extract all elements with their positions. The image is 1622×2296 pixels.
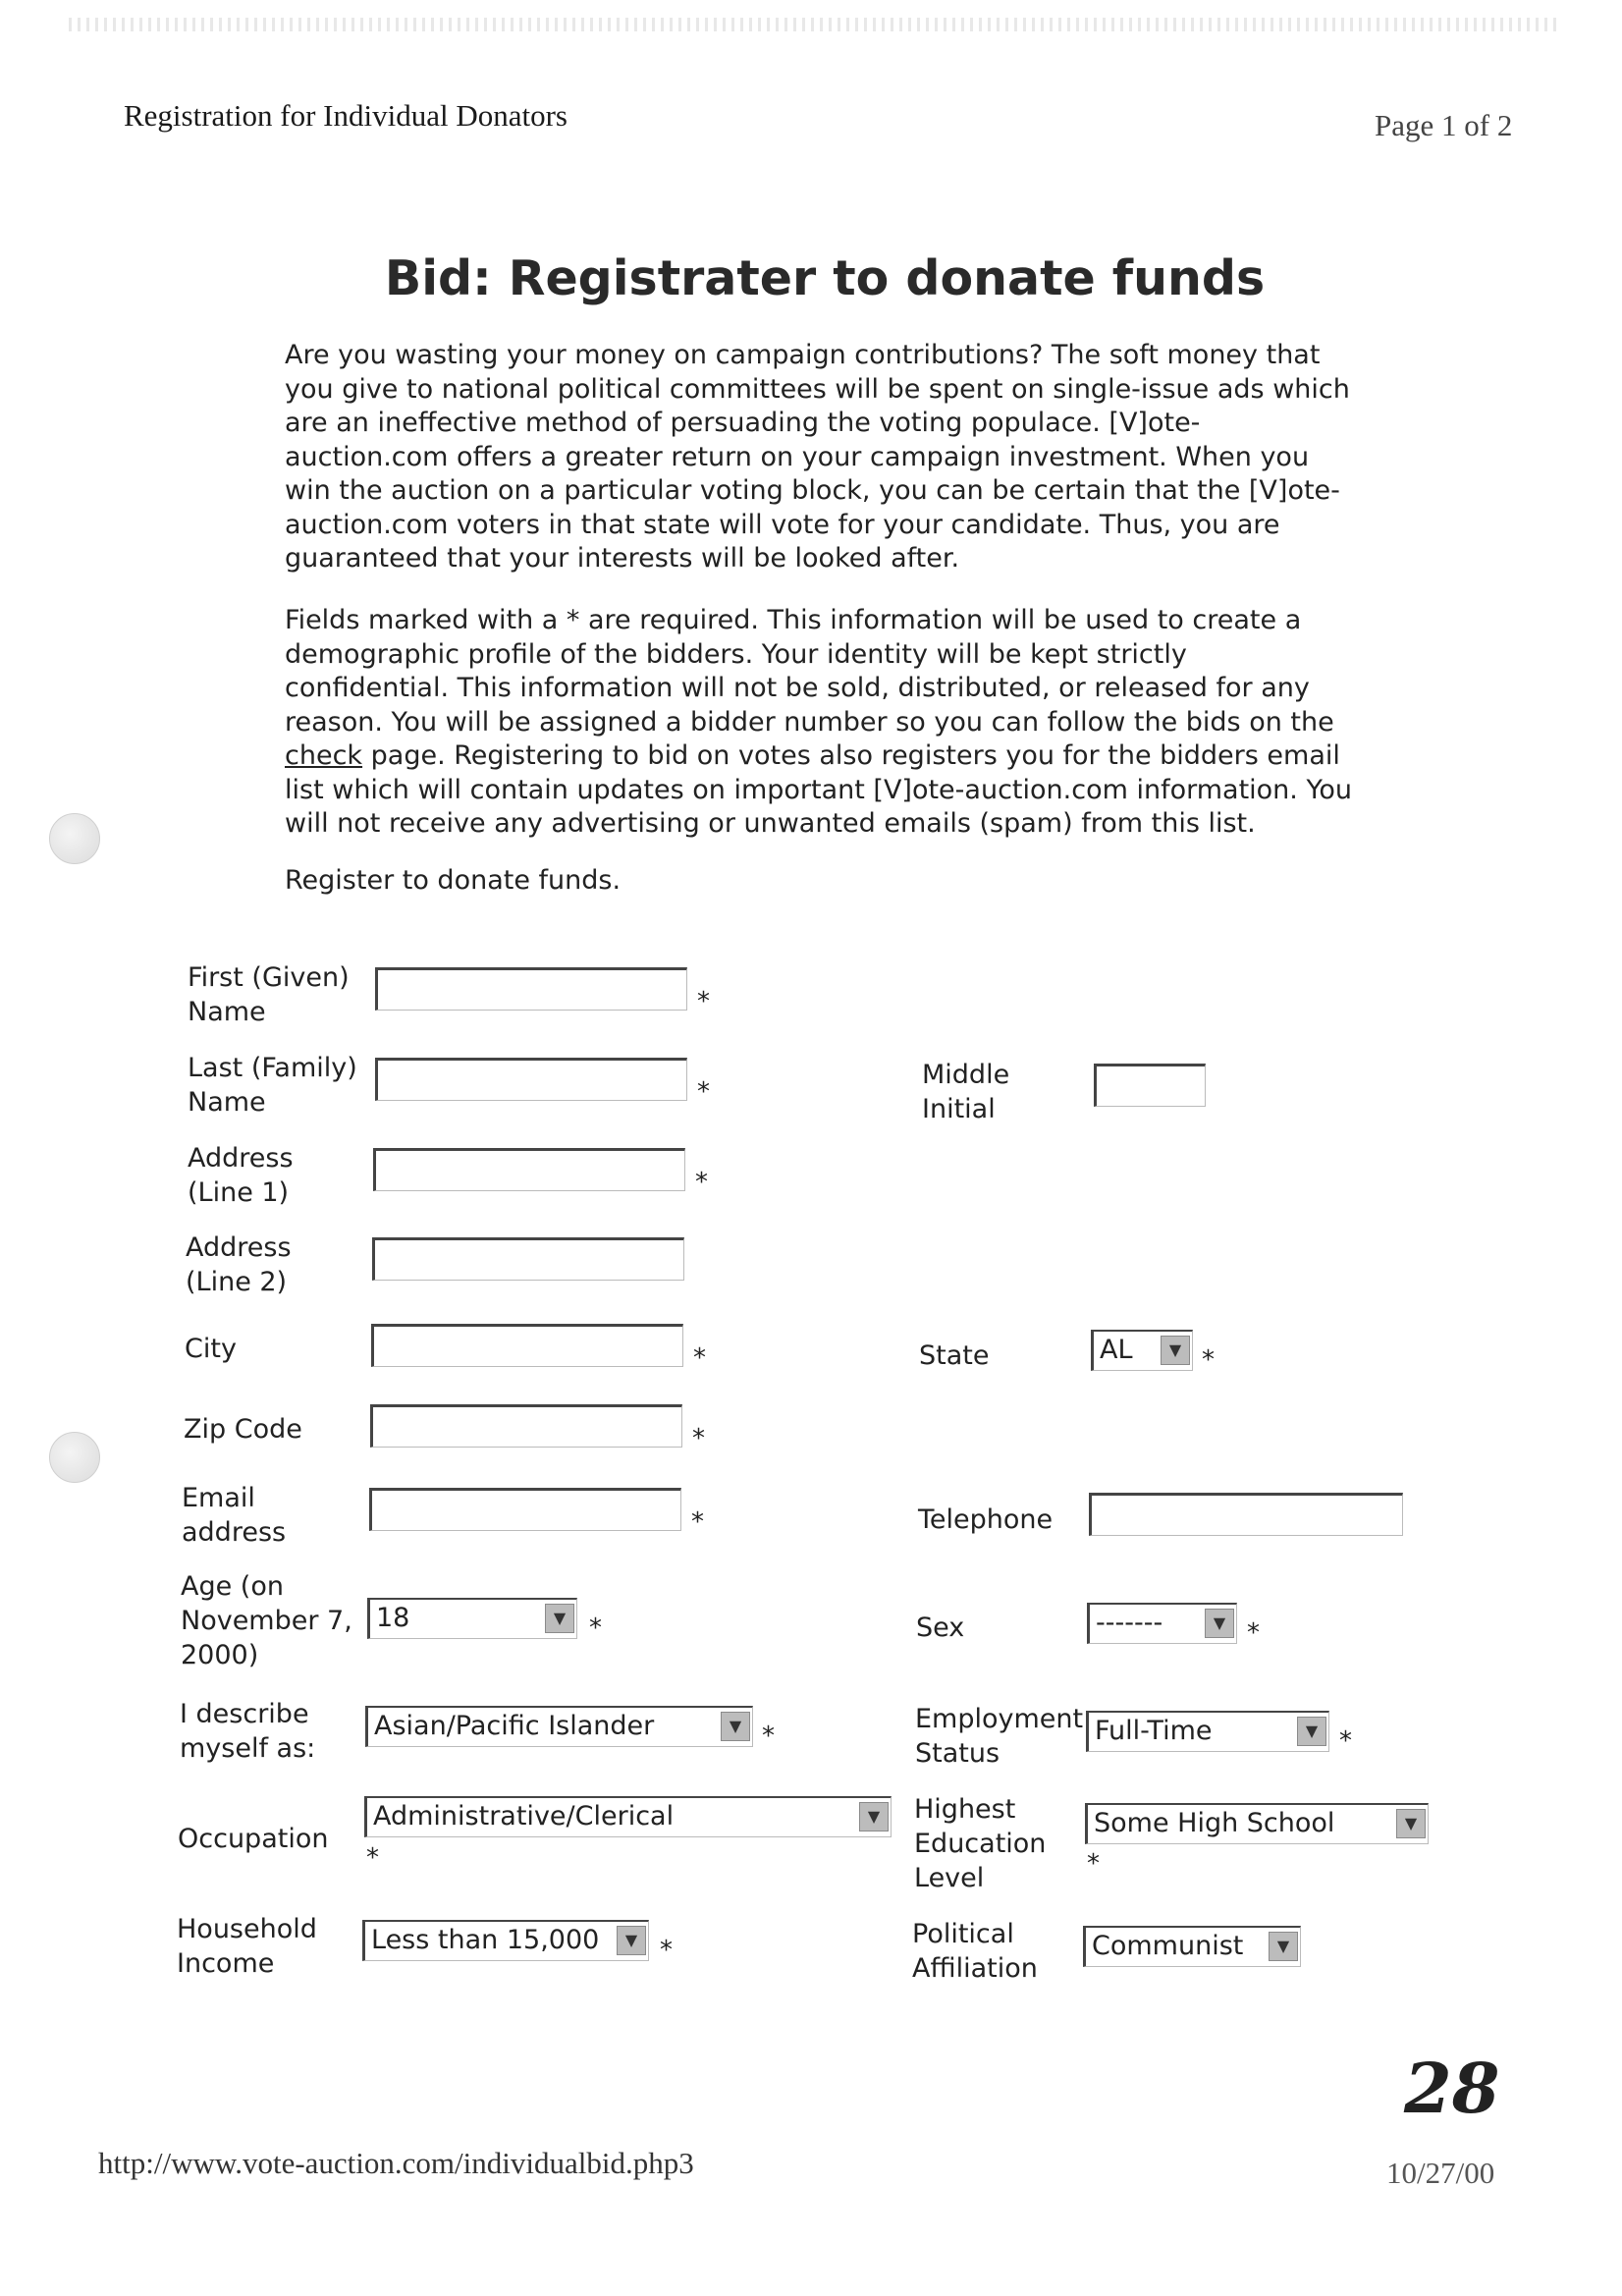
required-marker: * (697, 1077, 710, 1107)
zip-code-input[interactable] (370, 1404, 682, 1448)
political-select[interactable]: Communist ▼ (1083, 1926, 1301, 1967)
sex-label: Sex (916, 1613, 965, 1643)
last-name-label: Last (Family) Name (188, 1053, 357, 1118)
print-footer-url: http://www.vote-auction.com/individualbid.php3 (98, 2146, 694, 2180)
register-prompt: Register to donate funds. (285, 865, 622, 896)
employment-label: Employment Status (915, 1704, 1084, 1769)
punch-hole (49, 813, 100, 864)
required-marker: * (691, 1507, 704, 1537)
address1-input[interactable] (373, 1148, 685, 1191)
page-number: Page 1 of 2 (1375, 108, 1513, 142)
telephone-label: Telephone (918, 1504, 1054, 1535)
employment-select[interactable]: Full-Time ▼ (1086, 1711, 1329, 1752)
chevron-down-icon[interactable]: ▼ (1396, 1809, 1426, 1838)
chevron-down-icon[interactable]: ▼ (617, 1926, 646, 1955)
zip-code-label: Zip Code (184, 1414, 302, 1445)
email-label: Email address (182, 1483, 287, 1548)
print-date: 10/27/00 (1386, 2156, 1495, 2190)
punch-hole (49, 1432, 100, 1483)
sex-select[interactable]: ------- ▼ (1087, 1603, 1237, 1644)
state-select[interactable]: AL ▼ (1091, 1330, 1193, 1371)
chevron-down-icon[interactable]: ▼ (721, 1712, 750, 1741)
first-name-label: First (Given) Name (188, 962, 350, 1027)
describe-select[interactable]: Asian/Pacific Islander ▼ (365, 1706, 753, 1747)
telephone-input[interactable] (1089, 1493, 1403, 1536)
check-page-link[interactable]: check (285, 740, 363, 771)
income-label: Household Income (177, 1914, 317, 1979)
required-marker: * (1247, 1618, 1260, 1648)
education-label: Highest Education Level (914, 1794, 1047, 1893)
middle-initial-input[interactable] (1094, 1064, 1206, 1107)
political-label: Political Affiliation (912, 1919, 1038, 1984)
income-select[interactable]: Less than 15,000 ▼ (362, 1920, 649, 1961)
handwritten-page-number: 28 (1404, 2048, 1500, 2129)
occupation-select[interactable]: Administrative/Clerical ▼ (364, 1796, 892, 1837)
chevron-down-icon[interactable]: ▼ (1269, 1932, 1298, 1961)
required-marker: * (762, 1722, 775, 1751)
scan-artifact (69, 18, 1561, 31)
chevron-down-icon[interactable]: ▼ (1161, 1336, 1190, 1365)
required-marker: * (1087, 1849, 1100, 1879)
required-marker: * (697, 987, 710, 1016)
age-select[interactable]: 18 ▼ (367, 1598, 577, 1639)
required-marker: * (693, 1343, 706, 1373)
city-input[interactable] (371, 1324, 683, 1367)
chevron-down-icon[interactable]: ▼ (859, 1802, 889, 1831)
education-select[interactable]: Some High School ▼ (1085, 1803, 1429, 1844)
occupation-label: Occupation (178, 1824, 329, 1854)
required-marker: * (589, 1613, 602, 1643)
address1-label: Address (Line 1) (188, 1143, 294, 1208)
required-marker: * (1202, 1345, 1215, 1375)
state-label: State (919, 1340, 990, 1371)
requirements-paragraph: Fields marked with a * are required. This information will be used to create a demographic profile of the bidders. Your identity will be kept strictly confidential. This information will not be sold, distributed, or released for any reason. You will be assigned a bidder number so you can follow the bids on the check page. Registering to bid on votes also registers you for the bidders email list which will contain updates on important [V]ote-auction.com information. You will not receive any advertising or unwanted emails (spam) from this list. (285, 605, 1353, 839)
chevron-down-icon[interactable]: ▼ (1205, 1609, 1234, 1638)
required-marker: * (1339, 1726, 1352, 1756)
chevron-down-icon[interactable]: ▼ (545, 1604, 574, 1633)
first-name-input[interactable] (375, 967, 687, 1011)
middle-initial-label: Middle Initial (922, 1060, 1010, 1124)
chevron-down-icon[interactable]: ▼ (1297, 1717, 1326, 1746)
page-title: Bid: Registrater to donate funds (384, 250, 1266, 306)
required-marker: * (660, 1936, 673, 1965)
address2-input[interactable] (372, 1237, 684, 1281)
email-input[interactable] (369, 1488, 681, 1531)
required-marker: * (695, 1168, 708, 1197)
city-label: City (185, 1334, 237, 1364)
required-marker: * (692, 1424, 705, 1453)
age-label: Age (on November 7, 2000) (181, 1571, 352, 1670)
address2-label: Address (Line 2) (186, 1232, 292, 1297)
intro-paragraph: Are you wasting your money on campaign contributions? The soft money that you give to national political committees will be spent on single-issue ads which are an ineffective method of persuading the voting populace. [V]ote-auction.com offers a greater return on your campaign investment. When you win the auction on a particular voting block, you can be certain that the [V]ote-auction.com voters in that state will vote for your candidate. Thus, you are guaranteed that your interests will be looked after. (285, 340, 1350, 574)
print-header-title: Registration for Individual Donators (124, 98, 568, 133)
describe-label: I describe myself as: (180, 1699, 316, 1764)
last-name-input[interactable] (375, 1058, 687, 1101)
required-marker: * (366, 1843, 379, 1873)
